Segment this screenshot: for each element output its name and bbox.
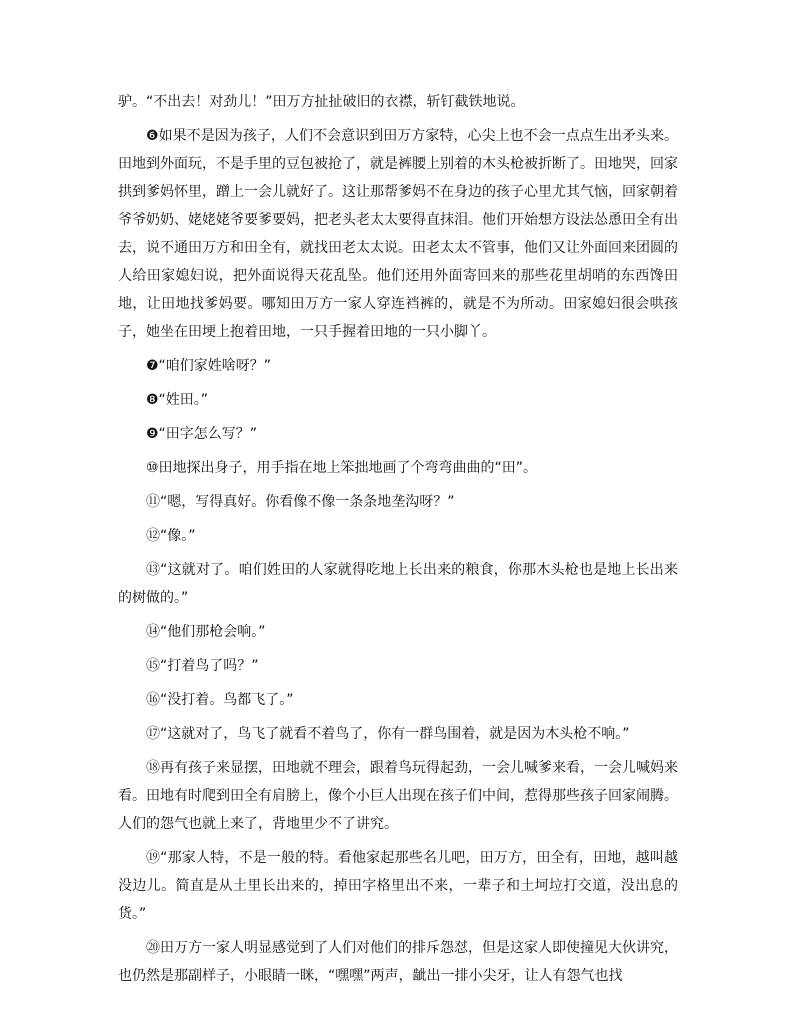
paragraph: ⑲“那家人特，不是一般的特。看他家起那些名儿吧，田万方，田全有，田地，越叫越没边儿。简直是从土里长出来的，掉田字格里出不来，一辈子和土坷垃打交道，没出息的货。”: [118, 850, 678, 922]
paragraph: ⑱再有孩子来显摆，田地就不理会，跟着鸟玩得起劲，一会儿喊爹来看，一会儿喊妈来看。田地有时爬到田全有肩膀上，像个小巨人出现在孩子们中间，惹得那些孩子回家闹腾。人们的怨气也就上来了，背地里少不了讲究。: [118, 760, 678, 832]
paragraph: ❼“咱们家姓啥呀？”: [146, 358, 272, 374]
paragraph: ⑩田地探出身子，用手指在地上笨拙地画了个弯弯曲曲的“田”。: [146, 460, 538, 476]
paragraph: ⑭“他们那枪会响。”: [146, 624, 266, 640]
paragraph: ⑰“这就对了，鸟飞了就看不着鸟了，你有一群鸟围着，就是因为木头枪不响。”: [146, 726, 630, 742]
paragraph: ⑳田万方一家人明显感觉到了人们对他们的排斥怨怼，但是这家人即使撞见大伙讲究，也仍然是那副样子，小眼睛一眯，“嘿嘿”两声，龇出一排小尖牙，让人有怨气也找: [118, 940, 678, 984]
paragraph: ⑪“嗯，写得真好。你看像不像一条条地垄沟呀？”: [146, 494, 455, 510]
paragraph: ❾“田字怎么写？”: [146, 426, 258, 442]
paragraph: ⑮“打着鸟了吗？”: [146, 658, 259, 674]
paragraph: ❻如果不是因为孩子，人们不会意识到田万方家特，心尖上也不会一点点生出矛头来。田地到外面玩，不是手里的豆包被抢了，就是裤腰上别着的木头枪被折断了。田地哭，回家拱到爹妈怀里，蹭上一会儿就好了。这让那帮爹妈不在身边的孩子心里尤其气恼，回家朝着爷爷奶奶、姥姥姥爷要爹要妈，把老头老太太要得直抹泪。他们开始想方设法怂恿田全有出去，说不通田万方和田全有，就找田老太太说。田老太太不管事，他们又让外面回来团圆的人给田家媳妇说，把外面说得天花乱坠。他们还用外面寄回来的那些花里胡哨的东西馋田地，让田地找爹妈要。哪知田万方一家人穿连裆裤的，就是不为所动。田家媳妇很会哄孩子，她坐在田埂上抱着田地，一只手握着田地的一只小脚丫。: [118, 128, 678, 340]
paragraph: 驴。“不出去！对劲儿！”田万方扯扯破旧的衣襟，斩钉截铁地说。: [118, 94, 525, 110]
paragraph: ❽“姓田。”: [146, 392, 209, 408]
document-page: [118, 88, 678, 996]
paragraph: ⑯“没打着。鸟都飞了。”: [146, 692, 294, 708]
paragraph: ⑫“像。”: [146, 528, 196, 544]
paragraph: ⑬“这就对了。咱们姓田的人家就得吃地上长出来的粮食，你那木头枪也是地上长出来的树做的。”: [118, 562, 678, 606]
